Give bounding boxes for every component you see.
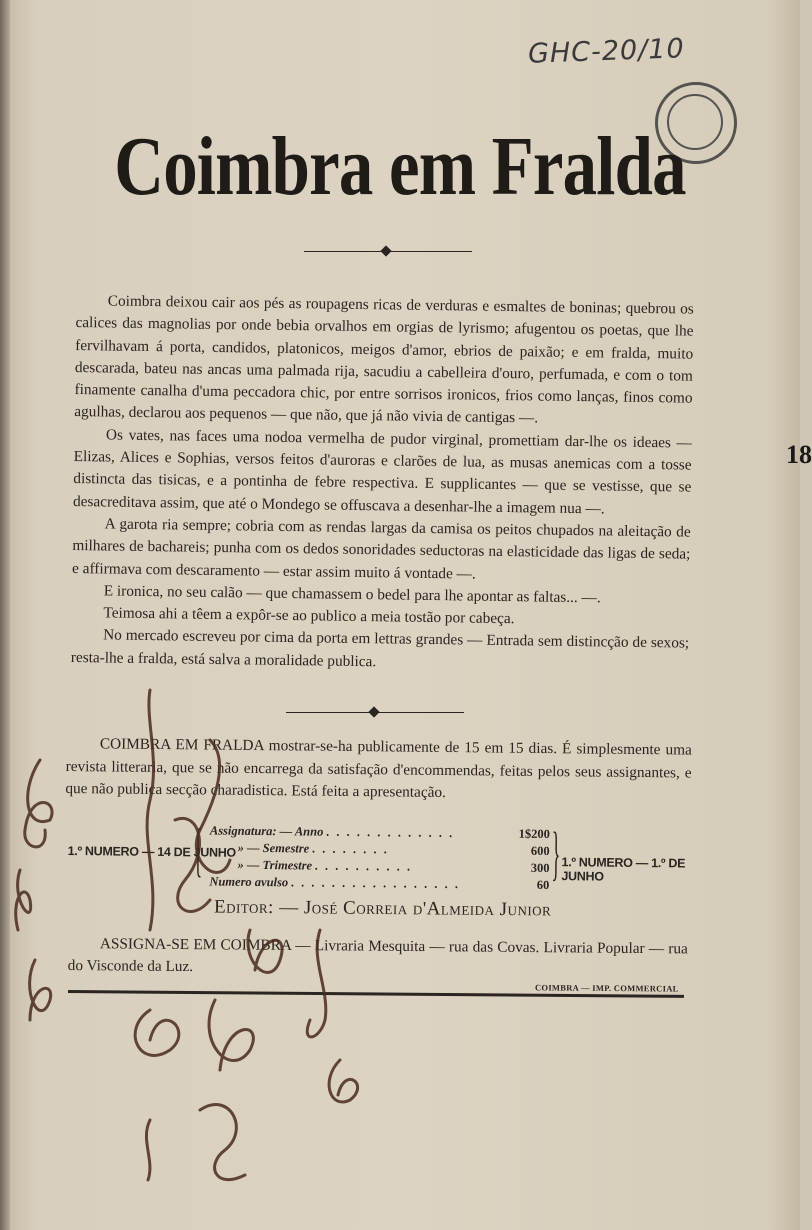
price-row-label: Numero avulso . . . . . . . . . . . . . . . . . [209,874,461,892]
article-body [71,290,694,678]
paragraph: Coimbra deixou cair aos pés as roupagens ricas de verduras e esmaltes de boninas; quebrou os calices das magnolias por onde bebia orvalhos em orgias de lyrismo; afugentou os poetas, que lhe fervilhavam á porta, candidos, platonicos, meigos d'amor, ebrios de paixão; e em fralda, muito descarada, bateu nas ancas uma palmada rija, sacudiu a cabelleira d'ouro, perfumada, e com o tom finamente canalha d'uma peccadora chic, por entre sorrisos ironicos, frios como lanças, finos como agulhas, declarou aos pequenos — que não, que já não vivia de cantigas —. [74,292,694,427]
edition-right: 1.º NUMERO — 1.º DE JUNHO [561,855,686,884]
editor-line: Editor: — José Correia d'Almeida Junior [213,896,552,921]
right-brace: } [551,820,561,887]
announcement [65,733,692,807]
price-row-value: 600 [530,843,550,859]
paragraph: Os vates, nas faces uma nodoa vermelha de pudor virginal, promettiam dar-lhe os ideaes — Elizas, Alices e Sophias, versos feitos d'auroras e clarões de lua, as musas anemicas com a tosse distincta das tisicas, e a pontinha de febre respectiva. E supplicantes — que se vestisse, que se desacreditava assim, que até o Mondego se offuscava a desenhar-lhe a imagem nua —. [72,426,693,518]
price-row-label: » — Semestre . . . . . . . . [237,840,390,857]
subscription-prices [67,816,708,899]
price-row-label: » — Trimestre . . . . . . . . . . [237,857,413,874]
page-binding-edge [0,0,10,1230]
right-edge-fragment: 18 [786,440,812,469]
price-row-value: 300 [530,860,550,876]
paragraph: A garota ria sempre; cobria com as rendas largas da camisa os peitos chupados na aleitação de milhares de bachareis; punha com os dedos sonoridades seductoras na elasticidade das ligas de seda; e affirmava com descaramento — estar assim muito á vontade —. [71,515,691,583]
page-title: Coimbra em Fralda [114,120,686,213]
price-row-value: 1$200 [518,826,550,842]
left-brace: { [193,816,203,883]
catalog-mark: GHC-20/10 [527,33,686,70]
edition-left: 1.º NUMERO — 14 DE JUNHO [67,843,236,860]
subscription-info [68,933,688,982]
price-row-label: Assignatura: — Anno . . . . . . . . . . . . . [209,823,455,841]
paragraph: No mercado escreveu por cima da porta em lettras grandes — Entrada sem distincção de sexos; resta-lhe a fralda, está salva a moralidade publica. [70,626,690,670]
paragraph: Teimosa ahi a têem a expôr-se ao publico a meia tostão por cabeça. [103,604,515,628]
announcement-text: COIMBRA EM FRALDA mostrar-se-ha publicamente de 15 em 15 dias. É simplesmente uma revista litteraria, que se não encarrega da satisfação d'encommendas, feitas pelos seus assignantes, e que não publica secção charadistica. Está feita a apresentação. [65,735,692,801]
price-row-value: 60 [536,877,550,893]
printer-credit: COIMBRA — IMP. COMMERCIAL [534,982,679,994]
subscription-text: ASSIGNA-SE EM COIMBRA — Livraria Mesquita — rua das Covas. Livraria Popular — rua do Visconde da Luz. [67,935,688,976]
paragraph: E ironica, no seu calão — que chamassem o bedel para lhe apontar as faltas... —. [103,582,601,607]
